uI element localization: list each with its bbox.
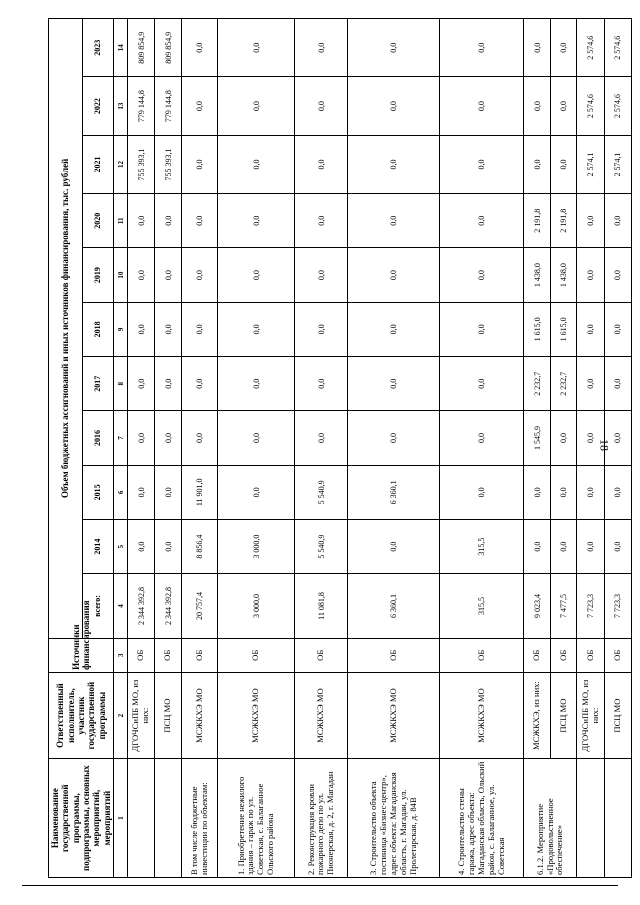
header-year: 2017 — [83, 357, 114, 411]
row-total-value: 2 344 392,8 — [128, 574, 155, 638]
table-row — [604, 19, 631, 878]
column-number: 9 — [114, 302, 128, 356]
row-year-value: 0,0 — [182, 135, 218, 193]
row-total-value: 9 023,4 — [524, 574, 551, 638]
row-year-value: 0,0 — [128, 411, 155, 465]
row-year-value: 2 191,8 — [524, 194, 551, 248]
row-year-value: 1 615,0 — [550, 302, 577, 356]
row-total-value: 7 477,5 — [550, 574, 577, 638]
row-year-value: 0,0 — [182, 411, 218, 465]
column-number: 5 — [114, 519, 128, 573]
row-name: 4. Строительство стены гаража, адрес объекта: Магаданская область, Ольский район, с. Балаганное, ул. Советская — [440, 759, 524, 878]
row-source: ОБ — [182, 638, 218, 672]
row-year-value: 0,0 — [295, 135, 348, 193]
row-year-value: 0,0 — [295, 19, 348, 77]
row-year-value: 2 232,7 — [550, 357, 577, 411]
row-year-value: 0,0 — [524, 465, 551, 519]
row-name — [604, 759, 631, 878]
row-year-value: 0,0 — [155, 519, 182, 573]
row-year-value: 0,0 — [348, 411, 440, 465]
row-year-value: 0,0 — [524, 19, 551, 77]
page-number: 18 — [597, 439, 612, 451]
row-year-value: 0,0 — [218, 19, 295, 77]
row-year-value: 0,0 — [348, 19, 440, 77]
row-year-value: 0,0 — [182, 357, 218, 411]
row-year-value: 0,0 — [128, 357, 155, 411]
row-year-value: 0,0 — [604, 519, 631, 573]
row-source: ОБ — [218, 638, 295, 672]
row-year-value: 1 438,0 — [550, 248, 577, 302]
row-year-value: 0,0 — [348, 302, 440, 356]
header-total: всего: — [83, 574, 114, 638]
row-source: ОБ — [128, 638, 155, 672]
header-year: 2014 — [83, 519, 114, 573]
row-executor: ПСЦ МО — [604, 672, 631, 759]
row-year-value: 0,0 — [550, 135, 577, 193]
row-name — [128, 759, 155, 878]
row-year-value: 0,0 — [550, 19, 577, 77]
row-year-value: 0,0 — [295, 302, 348, 356]
row-source: ОБ — [348, 638, 440, 672]
row-year-value: 0,0 — [550, 519, 577, 573]
row-year-value: 0,0 — [440, 19, 524, 77]
row-year-value: 2 574,1 — [577, 135, 604, 193]
column-number: 1 — [114, 759, 128, 878]
header-year: 2015 — [83, 465, 114, 519]
row-year-value: 0,0 — [218, 465, 295, 519]
row-year-value: 0,0 — [577, 248, 604, 302]
row-year-value: 755 393,1 — [155, 135, 182, 193]
row-name: 2. Реконструкция кровли пожарного депо по ул. Пионерская, д. 2, г. Магадан — [295, 759, 348, 878]
row-year-value: 315,5 — [440, 519, 524, 573]
row-name: В том числе бюджетные инвестиции по объектам: — [182, 759, 218, 878]
row-year-value: 0,0 — [218, 248, 295, 302]
header-year: 2018 — [83, 302, 114, 356]
row-year-value: 5 540,9 — [295, 465, 348, 519]
row-year-value: 0,0 — [218, 194, 295, 248]
row-year-value: 1 615,0 — [524, 302, 551, 356]
row-year-value: 6 360,1 — [348, 465, 440, 519]
row-year-value: 0,0 — [550, 465, 577, 519]
row-year-value: 1 438,0 — [524, 248, 551, 302]
table-row — [348, 19, 440, 878]
row-year-value: 779 144,8 — [155, 77, 182, 135]
column-number: 3 — [114, 638, 128, 672]
row-year-value: 0,0 — [218, 411, 295, 465]
header-year: 2016 — [83, 411, 114, 465]
row-year-value: 0,0 — [155, 411, 182, 465]
row-year-value: 0,0 — [577, 519, 604, 573]
row-source: ОБ — [604, 638, 631, 672]
row-year-value: 2 191,8 — [550, 194, 577, 248]
row-year-value: 0,0 — [440, 302, 524, 356]
column-number: 12 — [114, 135, 128, 193]
column-number: 10 — [114, 248, 128, 302]
row-year-value: 0,0 — [182, 302, 218, 356]
row-name — [577, 759, 604, 878]
table-row — [218, 19, 295, 878]
row-year-value: 2 574,6 — [604, 19, 631, 77]
row-total-value: 315,5 — [440, 574, 524, 638]
header-year: 2019 — [83, 248, 114, 302]
row-year-value: 0,0 — [348, 357, 440, 411]
column-number: 11 — [114, 194, 128, 248]
row-year-value: 0,0 — [440, 411, 524, 465]
table-body — [128, 19, 631, 878]
row-year-value: 0,0 — [604, 302, 631, 356]
row-year-value: 5 540,9 — [295, 519, 348, 573]
header-executor: Ответственный исполнитель, участник государственной программы — [49, 672, 114, 759]
row-year-value: 0,0 — [295, 194, 348, 248]
row-year-value: 0,0 — [604, 194, 631, 248]
row-year-value: 0,0 — [182, 248, 218, 302]
row-year-value: 0,0 — [550, 77, 577, 135]
budget-table — [48, 18, 632, 878]
row-year-value: 809 854,9 — [128, 19, 155, 77]
row-total-value: 3 000,0 — [218, 574, 295, 638]
row-executor: МСЖКХЭ МО — [348, 672, 440, 759]
row-year-value: 0,0 — [155, 357, 182, 411]
row-year-value: 0,0 — [128, 465, 155, 519]
rotated-table-container — [48, 18, 623, 878]
row-year-value: 0,0 — [577, 465, 604, 519]
row-year-value: 779 144,8 — [128, 77, 155, 135]
header-year: 2023 — [83, 19, 114, 77]
row-year-value: 0,0 — [295, 77, 348, 135]
table-row — [524, 19, 551, 878]
column-number: 14 — [114, 19, 128, 77]
row-year-value: 2 574,6 — [577, 19, 604, 77]
row-year-value: 0,0 — [155, 194, 182, 248]
row-year-value: 0,0 — [524, 77, 551, 135]
row-year-value: 0,0 — [218, 302, 295, 356]
row-year-value: 0,0 — [348, 194, 440, 248]
table-row — [577, 19, 604, 878]
header-volume: Объем бюджетных ассигнований и иных источников финансирования, тыс. рублей — [49, 19, 83, 639]
row-year-value: 0,0 — [577, 302, 604, 356]
row-name: 1. Приобретение нежилого здания – гараж по ул. Советская, с. Балаганное Ольского района — [218, 759, 295, 878]
row-year-value: 0,0 — [128, 248, 155, 302]
column-number: 8 — [114, 357, 128, 411]
row-year-value: 0,0 — [348, 135, 440, 193]
row-executor: МСЖКХЭ, из них: — [524, 672, 551, 759]
table-row — [440, 19, 524, 878]
row-year-value: 755 393,1 — [128, 135, 155, 193]
row-year-value: 0,0 — [604, 248, 631, 302]
row-year-value: 0,0 — [440, 194, 524, 248]
row-year-value: 2 574,1 — [604, 135, 631, 193]
header-year: 2021 — [83, 135, 114, 193]
table-row — [155, 19, 182, 878]
row-executor: МСЖКХЭ МО — [182, 672, 218, 759]
row-year-value: 0,0 — [128, 302, 155, 356]
row-year-value: 0,0 — [218, 77, 295, 135]
table-row — [128, 19, 155, 878]
row-total-value: 6 360,1 — [348, 574, 440, 638]
column-number: 13 — [114, 77, 128, 135]
table-row — [295, 19, 348, 878]
row-executor: МСЖКХЭ МО — [440, 672, 524, 759]
row-name: 3. Строительство объекта гостиница «Бизнес-центр», адрес объекта: Магаданская область, г. Магадан, ул. Пролетарская, д. 84В — [348, 759, 440, 878]
header-source: Источники финансирования — [49, 638, 114, 672]
row-year-value: 0,0 — [604, 357, 631, 411]
row-source: ОБ — [550, 638, 577, 672]
row-executor: ПСЦ МО — [550, 672, 577, 759]
row-year-value: 0,0 — [348, 77, 440, 135]
row-source: ОБ — [440, 638, 524, 672]
row-year-value: 0,0 — [295, 248, 348, 302]
row-year-value: 11 901,0 — [182, 465, 218, 519]
row-year-value: 0,0 — [440, 77, 524, 135]
header-name: Наименование государственной программы, подпрограммы, основных мероприятий, мероприятий — [49, 759, 114, 878]
row-year-value: 0,0 — [295, 411, 348, 465]
row-total-value: 11 081,8 — [295, 574, 348, 638]
row-source: ОБ — [577, 638, 604, 672]
row-source: ОБ — [155, 638, 182, 672]
row-year-value: 0,0 — [550, 411, 577, 465]
row-year-value: 2 574,6 — [577, 77, 604, 135]
row-year-value: 0,0 — [577, 194, 604, 248]
row-total-value: 20 757,4 — [182, 574, 218, 638]
table-row — [182, 19, 218, 878]
row-year-value: 0,0 — [182, 77, 218, 135]
row-executor: ПСЦ МО — [155, 672, 182, 759]
row-total-value: 7 723,3 — [604, 574, 631, 638]
row-total-value: 7 723,3 — [577, 574, 604, 638]
column-number: 7 — [114, 411, 128, 465]
row-year-value: 0,0 — [128, 194, 155, 248]
row-year-value: 1 545,9 — [524, 411, 551, 465]
row-source: ОБ — [524, 638, 551, 672]
page-bottom-rule — [22, 885, 618, 886]
row-year-value: 0,0 — [440, 248, 524, 302]
row-year-value: 0,0 — [440, 135, 524, 193]
row-name: 6.1.2. Мероприятие «Продовольственное обеспечение» — [524, 759, 577, 878]
row-executor: ДГОЧСиПБ МО, из них: — [128, 672, 155, 759]
header-year: 2022 — [83, 77, 114, 135]
row-year-value: 0,0 — [604, 411, 631, 465]
row-year-value: 0,0 — [524, 135, 551, 193]
row-year-value: 0,0 — [155, 465, 182, 519]
row-year-value: 0,0 — [524, 519, 551, 573]
row-year-value: 0,0 — [182, 194, 218, 248]
row-year-value: 0,0 — [295, 357, 348, 411]
row-source: ОБ — [295, 638, 348, 672]
header-year: 2020 — [83, 194, 114, 248]
row-executor: МСЖКХЭ МО — [295, 672, 348, 759]
row-executor: МСЖКХЭ МО — [218, 672, 295, 759]
row-total-value: 2 344 392,8 — [155, 574, 182, 638]
row-year-value: 0,0 — [604, 465, 631, 519]
row-year-value: 3 000,0 — [218, 519, 295, 573]
row-year-value: 0,0 — [348, 248, 440, 302]
table-row — [550, 19, 577, 878]
row-year-value: 0,0 — [577, 411, 604, 465]
row-year-value: 0,0 — [128, 519, 155, 573]
row-year-value: 0,0 — [577, 357, 604, 411]
row-year-value: 0,0 — [440, 357, 524, 411]
row-year-value: 0,0 — [218, 357, 295, 411]
row-year-value: 0,0 — [155, 248, 182, 302]
row-year-value: 0,0 — [182, 19, 218, 77]
row-year-value: 2 232,7 — [524, 357, 551, 411]
column-number: 6 — [114, 465, 128, 519]
row-year-value: 809 854,9 — [155, 19, 182, 77]
row-year-value: 0,0 — [440, 465, 524, 519]
row-year-value: 0,0 — [155, 302, 182, 356]
row-year-value: 0,0 — [348, 519, 440, 573]
column-number: 2 — [114, 672, 128, 759]
row-year-value: 8 856,4 — [182, 519, 218, 573]
row-name — [155, 759, 182, 878]
column-number: 4 — [114, 574, 128, 638]
row-year-value: 0,0 — [218, 135, 295, 193]
row-executor: ДГОЧСиПБ МО, из них: — [577, 672, 604, 759]
row-year-value: 2 574,6 — [604, 77, 631, 135]
